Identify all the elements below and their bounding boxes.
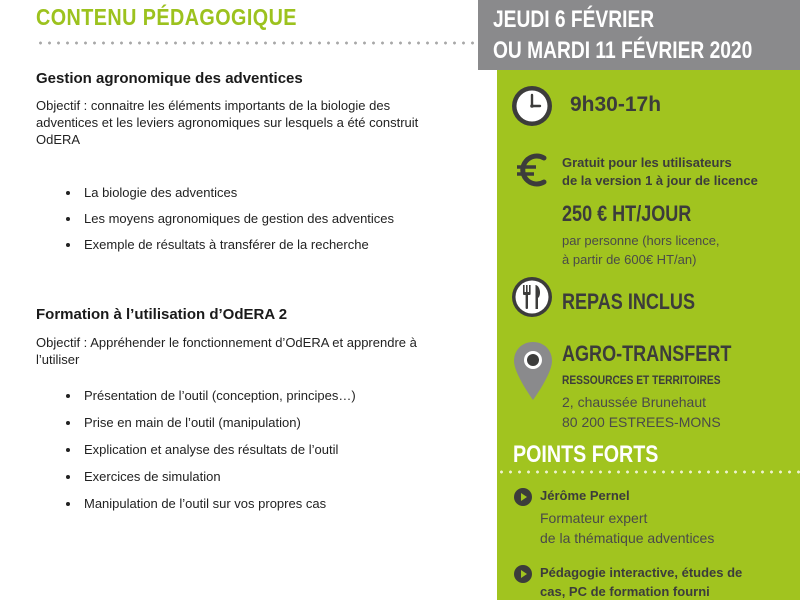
pedagogy-line2: cas, PC de formation fourni <box>540 584 710 599</box>
pedagogy-line1: Pédagogie interactive, études de <box>540 565 743 580</box>
euro-icon <box>514 150 550 190</box>
price-free-line1: Gratuit pour les utilisateurs <box>562 155 732 170</box>
list-item: Les moyens agronomiques de gestion des adventices <box>66 211 394 237</box>
address-line1: 2, chaussée Brunehaut <box>562 394 706 410</box>
date-line-2: OU MARDI 11 FÉVRIER 2020 <box>493 37 753 64</box>
fork-knife-icon <box>511 276 553 318</box>
trainer-name: Jérôme Pernel <box>540 488 630 503</box>
list-item: Prise en main de l’outil (manipulation) <box>66 415 356 442</box>
block2-list <box>66 388 356 523</box>
map-pin-icon <box>512 340 554 402</box>
price-note-line2: à partir de 600€ HT/an) <box>562 252 697 267</box>
price-note-line1: par personne (hors licence, <box>562 233 720 248</box>
dotted-divider <box>497 470 800 474</box>
date-line-1: JEUDI 6 FÉVRIER <box>493 6 655 33</box>
schedule-time: 9h30-17h <box>570 93 662 116</box>
list-item: La biologie des adventices <box>66 185 394 211</box>
play-icon <box>514 565 532 583</box>
trainer-role-line1: Formateur expert <box>540 510 648 526</box>
price-free-line2: de la version 1 à jour de licence <box>562 173 758 188</box>
address-line2: 80 200 ESTREES-MONS <box>562 414 721 430</box>
date-banner <box>478 0 800 70</box>
section-heading: CONTENU PÉDAGOGIQUE <box>36 4 297 30</box>
play-icon <box>514 488 532 506</box>
list-item: Manipulation de l’outil sur vos propres cas <box>66 496 356 523</box>
block2-title: Formation à l’utilisation d’OdERA 2 <box>36 306 288 323</box>
block1-list <box>66 185 394 263</box>
list-item: Explication et analyse des résultats de l’outil <box>66 442 356 469</box>
list-item: Exemple de résultats à transférer de la recherche <box>66 237 394 263</box>
block2-objective: Objectif : Appréhender le fonctionnement d’OdERA et apprendre à l’utiliser <box>36 335 417 367</box>
price-amount: 250 € HT/JOUR <box>562 201 692 226</box>
list-item: Présentation de l’outil (conception, principes…) <box>66 388 356 415</box>
points-forts-title: POINTS FORTS <box>513 441 659 468</box>
block1-objective: Objectif : connaitre les éléments importants de la biologie des adventices et les leviers agronomiques sur lesquels a été construit OdERA <box>36 98 419 147</box>
org-name: AGRO-TRANSFERT <box>562 341 732 366</box>
list-item: Exercices de simulation <box>66 469 356 496</box>
org-subtitle: RESSOURCES ET TERRITOIRES <box>562 373 721 387</box>
meal-included: REPAS INCLUS <box>562 289 695 314</box>
clock-icon <box>510 84 554 128</box>
trainer-role-line2: de la thématique adventices <box>540 530 715 546</box>
block1-title: Gestion agronomique des adventices <box>36 70 303 87</box>
dotted-divider <box>36 41 476 45</box>
